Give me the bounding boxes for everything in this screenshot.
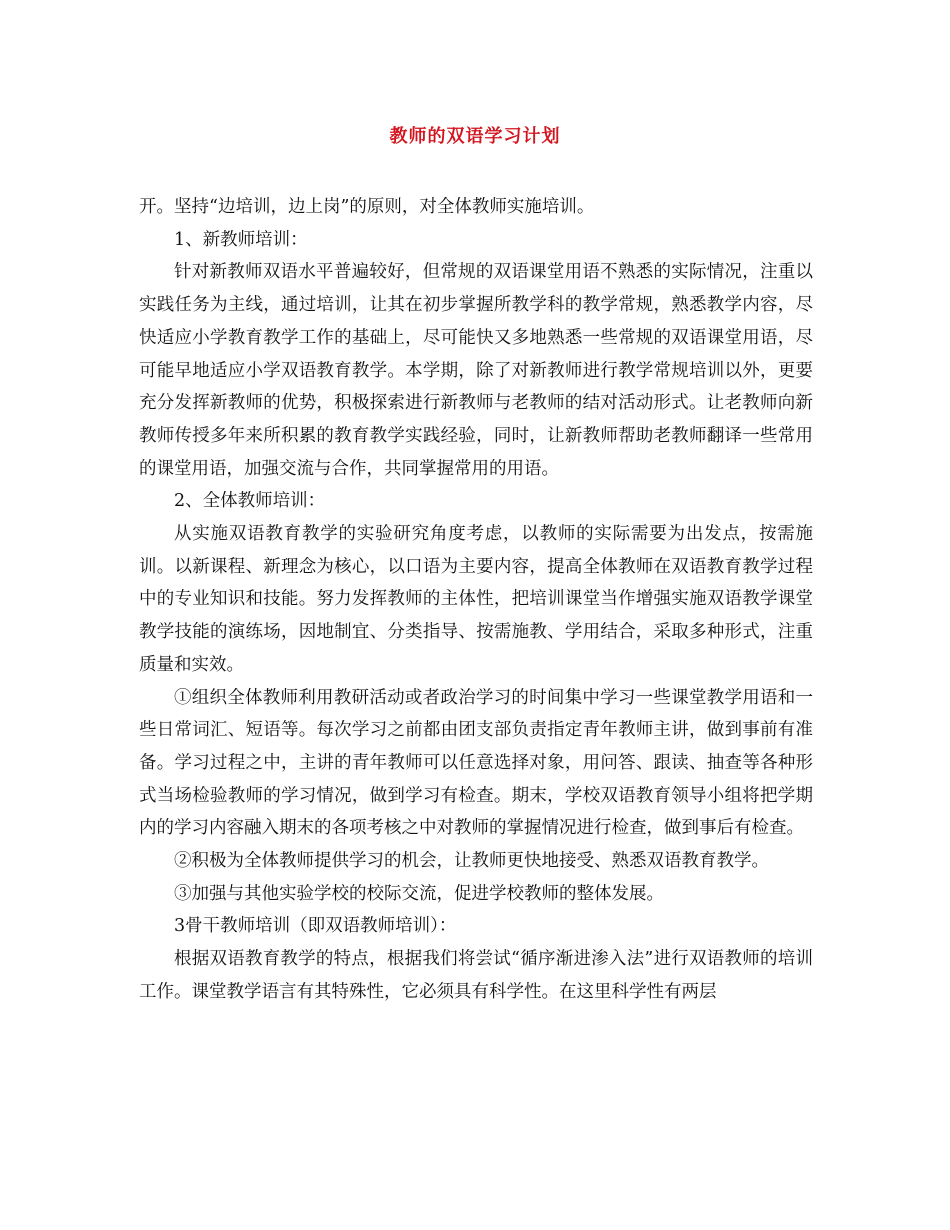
body-paragraph: 从实施双语教育教学的实验研究角度考虑，以教师的实际需要为出发点，按需施训。以新课程、新理念为核心，以口语为主要内容，提高全体教师在双语教育教学过程中的专业知识和技能。努力发挥教师的主体性，把培训课堂当作增强实施双语教学课堂教学技能的演练场，因地制宜、分类指导、按需施教、学用结合，采取多种形式，注重质量和实效。	[139, 524, 813, 675]
body-paragraph: 针对新教师双语水平普遍较好，但常规的双语课堂用语不熟悉的实际情况，注重以实践任务为主线，通过培训，让其在初步掌握所教学科的教学常规，熟悉教学内容，尽快适应小学教育教学工作的基础上，尽可能快又多地熟悉一些常规的双语课堂用语，尽可能早地适应小学双语教育教学。本学期，除了对新教师进行教学常规培训以外，更要充分发挥新教师的优势，积极探索进行新教师与老教师的结对活动形式。让老教师向新教师传授多年来所积累的教育教学实践经验，同时，让新教师帮助老教师翻译一些常用的课堂用语，加强交流与合作，共同掌握常用的用语。	[139, 262, 813, 479]
body-paragraph: ③加强与其他实验学校的校际交流，促进学校教师的整体发展。	[174, 883, 664, 904]
document-title: 教师的双语学习计划	[389, 126, 561, 147]
document-body	[139, 191, 813, 1009]
body-paragraph: 根据双语教育教学的特点，根据我们将尝试“循序渐进渗入法”进行双语教师的培训工作。课堂教学语言有其特殊性，它必须具有科学性。在这里科学性有两层	[139, 949, 813, 1002]
body-paragraph: 开。坚持“边培训，边上岗”的原则，对全体教师实施培训。	[139, 197, 595, 217]
body-paragraph: ①组织全体教师利用教研活动或者政治学习的时间集中学习一些课堂教学用语和一些日常词汇、短语等。每次学习之前都由团支部负责指定青年教师主讲，做到事前有准备。学习过程之中，主讲的青年教师可以任意选择对象，用问答、跟读、抽查等各种形式当场检验教师的学习情况，做到学习有检查。期末，学校双语教育领导小组将把学期内的学习内容融入期末的各项考核之中对教师的掌握情况进行检查，做到事后有检查。	[139, 687, 813, 839]
body-paragraph: ②积极为全体教师提供学习的机会，让教师更快地接受、熟悉双语教育教学。	[174, 851, 769, 872]
body-paragraph: 1、新教师培训：	[174, 229, 308, 250]
body-paragraph: 3骨干教师培训（即双语教师培训）：	[174, 916, 457, 937]
body-paragraph: 2、全体教师培训：	[174, 491, 326, 512]
